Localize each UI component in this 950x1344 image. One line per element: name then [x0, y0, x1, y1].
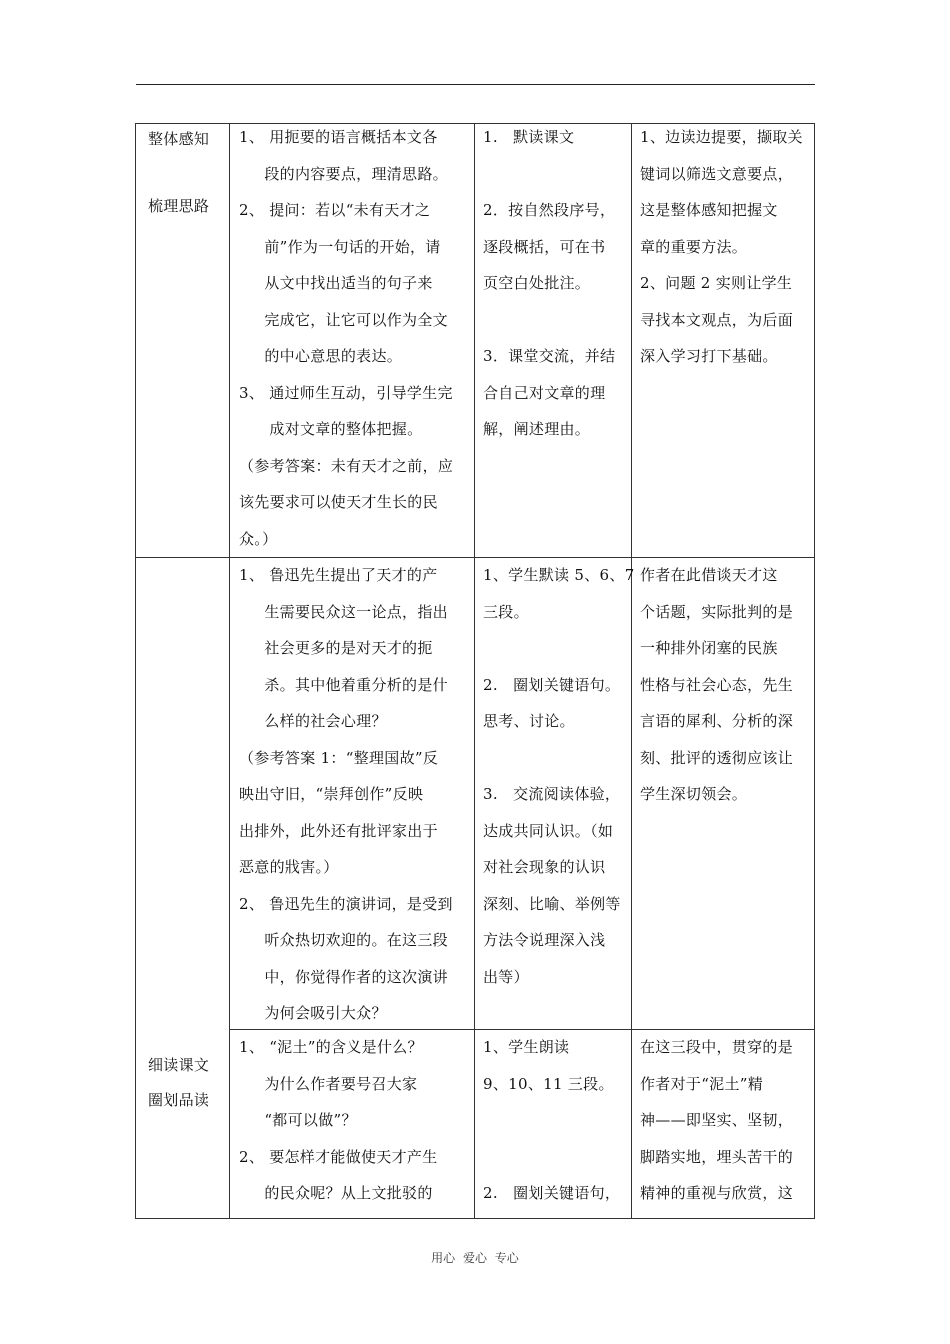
student-activity-line: 2. 圈划关键语句，	[483, 1184, 621, 1202]
teacher-activity-line: 完成它，让它可以作为全文	[239, 310, 448, 329]
teacher-activity-line: 生需要民众这一论点，指出	[239, 602, 448, 621]
design-intent-line: 性格与社会心态，先生	[640, 675, 794, 694]
student-activity-line: 方法令说理深入浅	[483, 931, 606, 949]
teacher-activity-line: 段的内容要点，理清思路。	[239, 164, 448, 183]
teacher-activity-line: 1、 “泥土”的含义是什么？	[239, 1038, 423, 1056]
design-intent-line: 寻找本文观点，为后面	[640, 310, 794, 329]
design-intent-line: 作者在此借谈天才这	[640, 566, 778, 584]
student-activity-line: 页空白处批注。	[483, 274, 591, 292]
design-intent-line: 在这三段中，贯穿的是	[640, 1038, 794, 1056]
teacher-activity-line: 的民众呢？从上文批驳的	[239, 1184, 433, 1202]
teacher-activity-line: 2、 提问：若以“未有天才之	[239, 201, 431, 219]
student-activity-line: 9、10、11 三段。	[483, 1074, 614, 1093]
section-title-line: 圈划品读	[148, 1091, 210, 1109]
design-intent-line: 深入学习打下基础。	[640, 347, 778, 365]
teacher-activity-line: 成对文章的整体把握。	[239, 420, 423, 438]
student-activity-line: 3. 交流阅读体验，	[483, 785, 621, 803]
teacher-activity-line: 映出守旧，“崇拜创作”反映	[239, 785, 424, 803]
student-activity-line: 思考、讨论。	[483, 712, 575, 730]
design-intent-line: 2、问题 2 实则让学生	[640, 274, 793, 292]
design-intent-line: 作者对于“泥土”精	[640, 1074, 764, 1093]
header-rule	[136, 84, 815, 85]
student-activity-line: 对社会现象的认识	[483, 858, 606, 876]
table-divider-1	[229, 123, 230, 1219]
section-title-line: 梳理思路	[148, 197, 210, 215]
teacher-activity-line: 1、 鲁迅先生提出了天才的产	[239, 566, 438, 584]
teacher-activity-line: 么样的社会心理？	[239, 712, 387, 730]
student-activity-line: 1、学生默读 5、6、7	[483, 566, 635, 584]
student-activity-line: 三段。	[483, 602, 529, 621]
design-intent-line: 精神的重视与欣赏，这	[640, 1184, 794, 1202]
design-intent-line: 1、边读边提要，撷取关	[640, 128, 803, 146]
table-divider-2	[474, 123, 475, 1219]
teacher-activity-line: 该先要求可以使天才生长的民	[239, 493, 438, 511]
teacher-activity-line: “都可以做”？	[239, 1111, 357, 1129]
design-intent-line: 言语的犀利、分析的深	[640, 712, 794, 730]
student-activity-line: 逐段概括，可在书	[483, 237, 606, 256]
teacher-activity-line: 前”作为一句话的开始，请	[239, 237, 441, 256]
student-activity-line: 1、学生朗读	[483, 1038, 570, 1056]
student-activity-line: 出等）	[483, 967, 529, 986]
teacher-activity-line: 2、 鲁迅先生的演讲词，是受到	[239, 894, 453, 913]
section-title-line: 整体感知	[148, 130, 210, 148]
student-activity-line: 1. 默读课文	[483, 128, 575, 146]
teacher-activity-line: 从文中找出适当的句子来	[239, 274, 433, 292]
table-border-left	[135, 123, 136, 1219]
section-title-line: 细读课文	[148, 1056, 210, 1074]
teacher-activity-line: （参考答案：未有天才之前，应	[239, 456, 454, 475]
teacher-activity-line: 众。）	[239, 529, 278, 548]
teacher-activity-line: 杀。其中他着重分析的是什	[239, 675, 448, 694]
design-intent-line: 学生深切领会。	[640, 785, 748, 803]
teacher-activity-line: 中，你觉得作者的这次演讲	[239, 967, 448, 986]
teacher-activity-line: 1、 用扼要的语言概括本文各	[239, 128, 438, 146]
student-activity-line: 解，阐述理由。	[483, 420, 591, 438]
design-intent-line: 神——即坚实、坚韧，	[640, 1111, 794, 1129]
teacher-activity-line: 出排外，此外还有批评家出于	[239, 821, 438, 840]
table-border-bottom	[135, 1218, 815, 1219]
teacher-activity-line: 3、 通过师生互动，引导学生完	[239, 383, 453, 402]
design-intent-line: 脚踏实地，埋头苦干的	[640, 1147, 794, 1166]
page-footer: 用心 爱心 专心	[431, 1251, 519, 1265]
design-intent-line: 这是整体感知把握文	[640, 201, 778, 219]
student-activity-line: 合自己对文章的理	[483, 383, 606, 402]
design-intent-line: 章的重要方法。	[640, 237, 748, 256]
teacher-activity-line: 恶意的戕害。）	[239, 858, 339, 876]
design-intent-line: 刻、批评的透彻应该让	[640, 748, 794, 767]
student-activity-line: 深刻、比喻、举例等	[483, 894, 621, 913]
teacher-activity-line: 的中心意思的表达。	[239, 347, 403, 365]
teacher-activity-line: 听众热切欢迎的。在这三段	[239, 931, 448, 949]
student-activity-line: 3．课堂交流，并结	[483, 347, 616, 365]
teacher-activity-line: （参考答案 1：“整理国故”反	[239, 748, 439, 767]
design-intent-line: 一种排外闭塞的民族	[640, 639, 778, 657]
student-activity-line: 达成共同认识。（如	[483, 821, 614, 840]
table-border-right	[814, 123, 815, 1219]
design-intent-line: 个话题，实际批判的是	[640, 602, 794, 621]
student-activity-line: 2. 圈划关键语句。	[483, 675, 621, 694]
teacher-activity-line: 社会更多的是对天才的扼	[239, 639, 433, 657]
teacher-activity-line: 2、 要怎样才能做使天才产生	[239, 1147, 438, 1166]
teacher-activity-line: 为何会吸引大众？	[239, 1004, 387, 1022]
student-activity-line: 2．按自然段序号，	[483, 201, 616, 219]
teacher-activity-line: 为什么作者要号召大家	[239, 1074, 418, 1093]
design-intent-line: 键词以筛选文意要点，	[640, 164, 794, 183]
table-divider-3	[631, 123, 632, 1219]
